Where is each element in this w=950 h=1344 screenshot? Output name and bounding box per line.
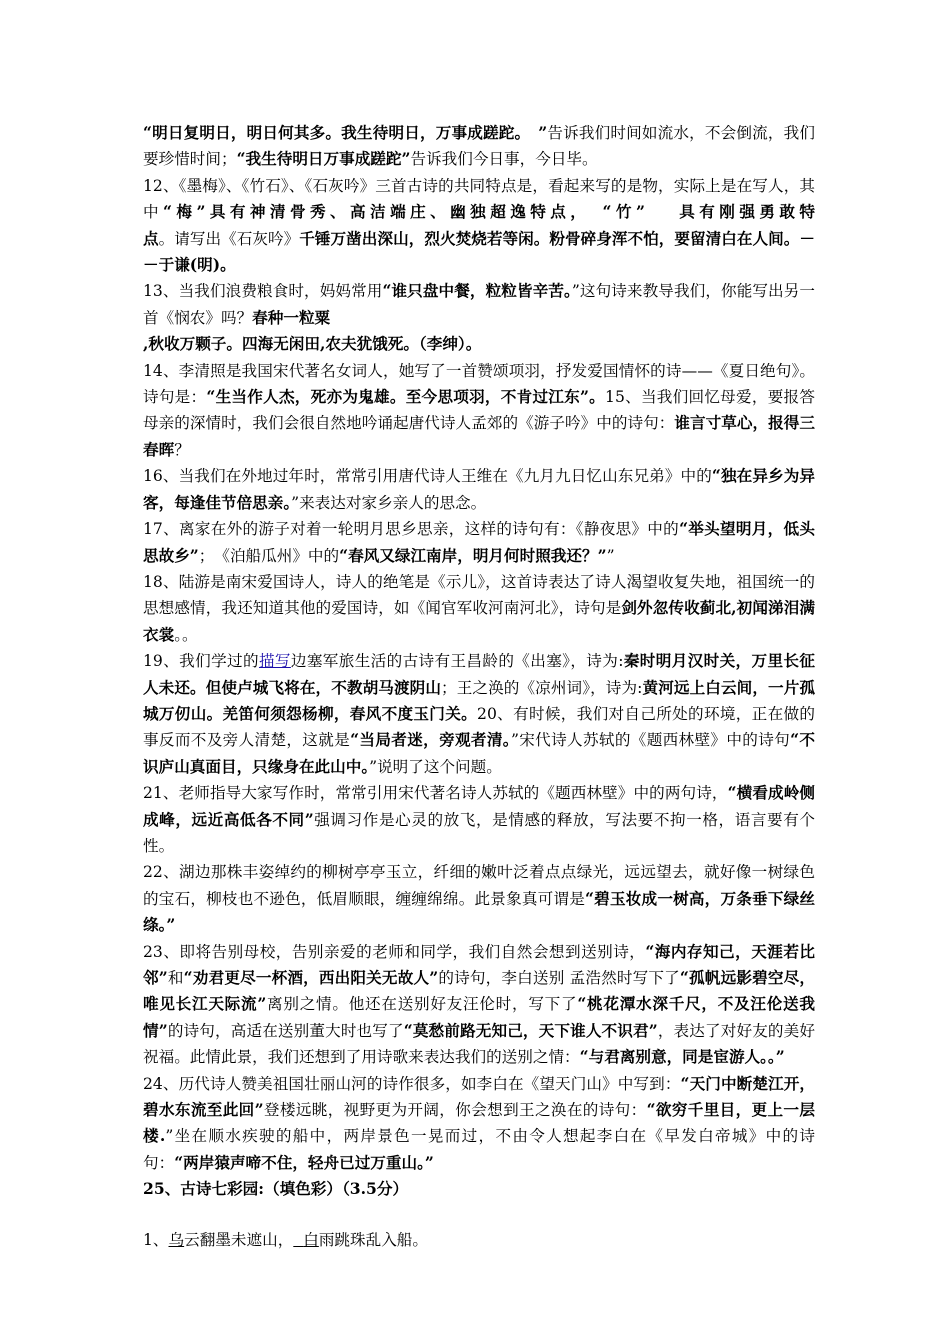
text-run: 。。	[174, 625, 198, 644]
text-run: 和	[167, 969, 184, 987]
bold-text: 剑外忽传收蓟北,初闻涕泪满衣裳	[143, 598, 815, 644]
bold-text: 黄河远上白云间，一片孤城万仞山。羌笛何须怨杨柳，春风不度玉门关。	[143, 677, 815, 723]
bold-text: “当局者迷，旁观者清。	[350, 730, 511, 750]
text-run: 19、我们学过的	[143, 652, 259, 671]
para-19	[143, 648, 815, 780]
para-16	[143, 463, 815, 516]
para-22	[143, 859, 815, 938]
text-run: 的诗句，高适在送别董大时也写了	[167, 1021, 404, 1040]
document-body	[143, 120, 815, 1253]
para-13	[143, 278, 815, 331]
bold-text: ,秋收万颗子。四海无闲田,农夫犹饿死。（李绅）。	[143, 334, 482, 354]
fill-blank-2	[293, 1231, 319, 1249]
para-24	[143, 1071, 815, 1177]
bold-text: “明日复明日，明日何其多。我生待明日，万事成蹉跎。 ”	[143, 123, 548, 142]
bold-text: “碧玉妆成一树高，万条垂下绿丝绦。”	[143, 888, 815, 935]
para-intro	[143, 120, 815, 173]
text-run: 18、陆游是南宋爱国诗人，诗人的绝笔是《示儿》，这首诗表达了诗人渴望收复失地，祖国统一的思想感情，我还知道其他的爱国诗，如《闻官军收河南河北》，诗句是	[143, 572, 815, 618]
text-run: 14、李清照是我国宋代著名女词人，她写了一首赞颂项羽，抒发爱国情怀的诗——《夏日绝句》。诗句是：	[143, 361, 815, 407]
bold-text: “劝君更尽一杯酒，西出阳关无故人”	[183, 968, 439, 987]
text-run: 的诗句，李白送别 孟浩然时写下了	[438, 969, 680, 987]
text-run: 离别之情。他还在送别好友汪伦时，写下了	[266, 995, 578, 1014]
exercise-number: 1、	[143, 1230, 169, 1249]
text-run: ”这句诗来教导我们，你能写出另一首《悯农》吗？	[143, 282, 815, 327]
text-run: 12、《墨梅》、《竹石》、《石灰吟》三首古诗的共同特点是，看起来写的是物，实际上是在写人，其中	[143, 176, 815, 222]
text-run: ？	[174, 440, 190, 459]
text-run: 16、当我们在外地过年时，常常引用唐代诗人王维在《九月九日忆山东兄弟》中的	[143, 467, 712, 486]
bold-text: “海内存知己，天涯若比邻”	[143, 941, 815, 987]
bold-text: “与君离别意，同是宦游人。。”	[579, 1047, 785, 1067]
bold-text: “谁只盘中餐，粒粒皆辛苦。	[382, 281, 572, 301]
text-run: ；王之涣的《凉州词》，诗为:	[441, 678, 643, 697]
text-run: 20、有时候，我们对自己所处的环境，正在做的事反而不及旁人清楚，这就是	[143, 704, 815, 750]
fill-blank-1: 乌	[168, 1230, 185, 1249]
bold-text: “梅”具有神清骨秀、高洁端庄、幽独超逸特点， “竹” 具有刚强勇敢特点	[143, 202, 815, 248]
bold-text: 春种一粒粟	[252, 307, 331, 327]
text-run: ”坐在顺水疾驶的船中，两岸景色一晃而过，不由令人想起李白在《早发白帝城》中的诗句：	[143, 1127, 815, 1172]
text-run: ”	[606, 546, 615, 565]
para-25	[143, 1176, 815, 1202]
text-run: 17、离家在外的游子对着一轮明月思乡思亲，这样的诗句有：《静夜思》中的	[143, 520, 680, 539]
bold-text: “举头望明月，低头思故乡”	[143, 519, 815, 565]
text-run: ”来表达对家乡亲人的思念。	[291, 493, 487, 512]
bold-text: “桃花潭水深千尺，不及汪伦送我情”	[143, 994, 815, 1040]
para-18	[143, 569, 815, 648]
bold-text: “生当作人杰，死亦为鬼雄。至今思项羽，不肯过江东”。	[206, 387, 606, 407]
text-run: ”宋代诗人苏轼的《题西林壁》中的诗句	[510, 731, 791, 750]
bold-text: “独在异乡为异客，每逢佳节倍思亲。	[143, 466, 815, 512]
exercise-line-1	[143, 1227, 815, 1253]
text-run: 23、即将告别母校，告别亲爱的老师和同学，我们自然会想到送别诗，	[143, 942, 646, 961]
text-run: 告诉我们今日事，今日毕。	[410, 150, 598, 169]
para-12	[143, 173, 815, 279]
hyperlink-miaoxie[interactable]: 描写	[258, 652, 291, 671]
blank-spacer	[143, 1203, 815, 1227]
text-run: 22、湖边那株丰姿绰约的柳树亭亭玉立，纤细的嫩叶泛着点点绿光，远远望去，就好像一树绿色的宝石，柳枝也不逊色，低眉顺眼，缠缠绵绵。此景象真可谓是	[143, 863, 815, 908]
text-run: 13、当我们浪费粮食时，妈妈常用	[143, 282, 383, 301]
text-run: ”说明了这个问题。	[369, 757, 502, 776]
bold-text: “春风又绿江南岸，明月何时照我还？”	[339, 545, 607, 565]
text-run: 24、历代诗人赞美祖国壮丽山河的诗作很多，如李白在《望天门山》中写到：	[143, 1074, 681, 1093]
text-run: 15、当我们回忆母爱，要报答母亲的深情时，我们会很自然地吟诵起唐代诗人孟郊的《游子吟》中的诗句：	[143, 388, 815, 433]
para-21	[143, 780, 815, 859]
bold-text: 千锤万凿出深山，烈火焚烧若等闲。粉骨碎身浑不怕，要留清白在人间。－－于谦(明)。	[143, 228, 815, 275]
text-run: ，表达了对好友的美好祝福。此情此景，我们还想到了用诗歌来表达我们的送别之情：	[143, 1021, 815, 1067]
text-run: 告诉我们时间如流水，不会倒流，我们要珍惜时间；	[143, 124, 815, 169]
fill-blank-2-value: 白	[303, 1230, 319, 1249]
bold-text: “莫愁前路无知己，天下谁人不识君”	[403, 1020, 658, 1040]
para-23	[143, 939, 815, 1071]
bold-text: “两岸猿声啼不住，轻舟已过万重山。”	[174, 1152, 434, 1172]
text-run: 登楼远眺，视野更为开阔，你会想到王之涣在的诗句：	[263, 1101, 647, 1120]
bold-text: “欲穷千里目，更上一层楼.	[143, 1100, 815, 1146]
text-run: 。请写出《石灰吟》	[158, 229, 300, 248]
bold-text: “孤帆远影碧空尽，唯见长江天际流”	[143, 968, 815, 1014]
blank-padding	[293, 1231, 303, 1249]
text-run: 强调习作是心灵的放飞，是情感的释放，写法要不拘一格，语言要有个性。	[143, 810, 815, 855]
bold-text: “我生待明日万事成蹉跎”	[236, 149, 411, 169]
para-14	[143, 358, 815, 464]
para-13b	[143, 331, 815, 357]
bold-text: “横看成岭侧成峰，远近高低各不同”	[143, 783, 815, 829]
bold-text: 秦时明月汉时关，万里长征人未还。但使卢城飞将在，不教胡马渡阴山	[143, 651, 815, 697]
bold-text: 25、古诗七彩园:（填色彩）（3.5分）	[143, 1179, 409, 1199]
para-17	[143, 516, 815, 569]
text-run: 边塞军旅生活的古诗有王昌龄的《出塞》，诗为:	[290, 652, 624, 671]
text-run: ； 《泊船瓜州》中的	[198, 546, 340, 565]
exercise-text: 云翻墨未遮山，	[184, 1230, 294, 1249]
exercise-text: 雨跳珠乱入船。	[318, 1230, 428, 1249]
bold-text: “不识庐山真面目，只缘身在此山中。	[143, 730, 815, 776]
text-run: 21、老师指导大家写作时，常常引用宋代著名诗人苏轼的《题西林壁》中的两句诗，	[143, 784, 728, 803]
bold-text: 谁言寸草心，报得三春晖	[143, 413, 815, 459]
bold-text: “天门中断楚江开，碧水东流至此回”	[143, 1073, 815, 1120]
